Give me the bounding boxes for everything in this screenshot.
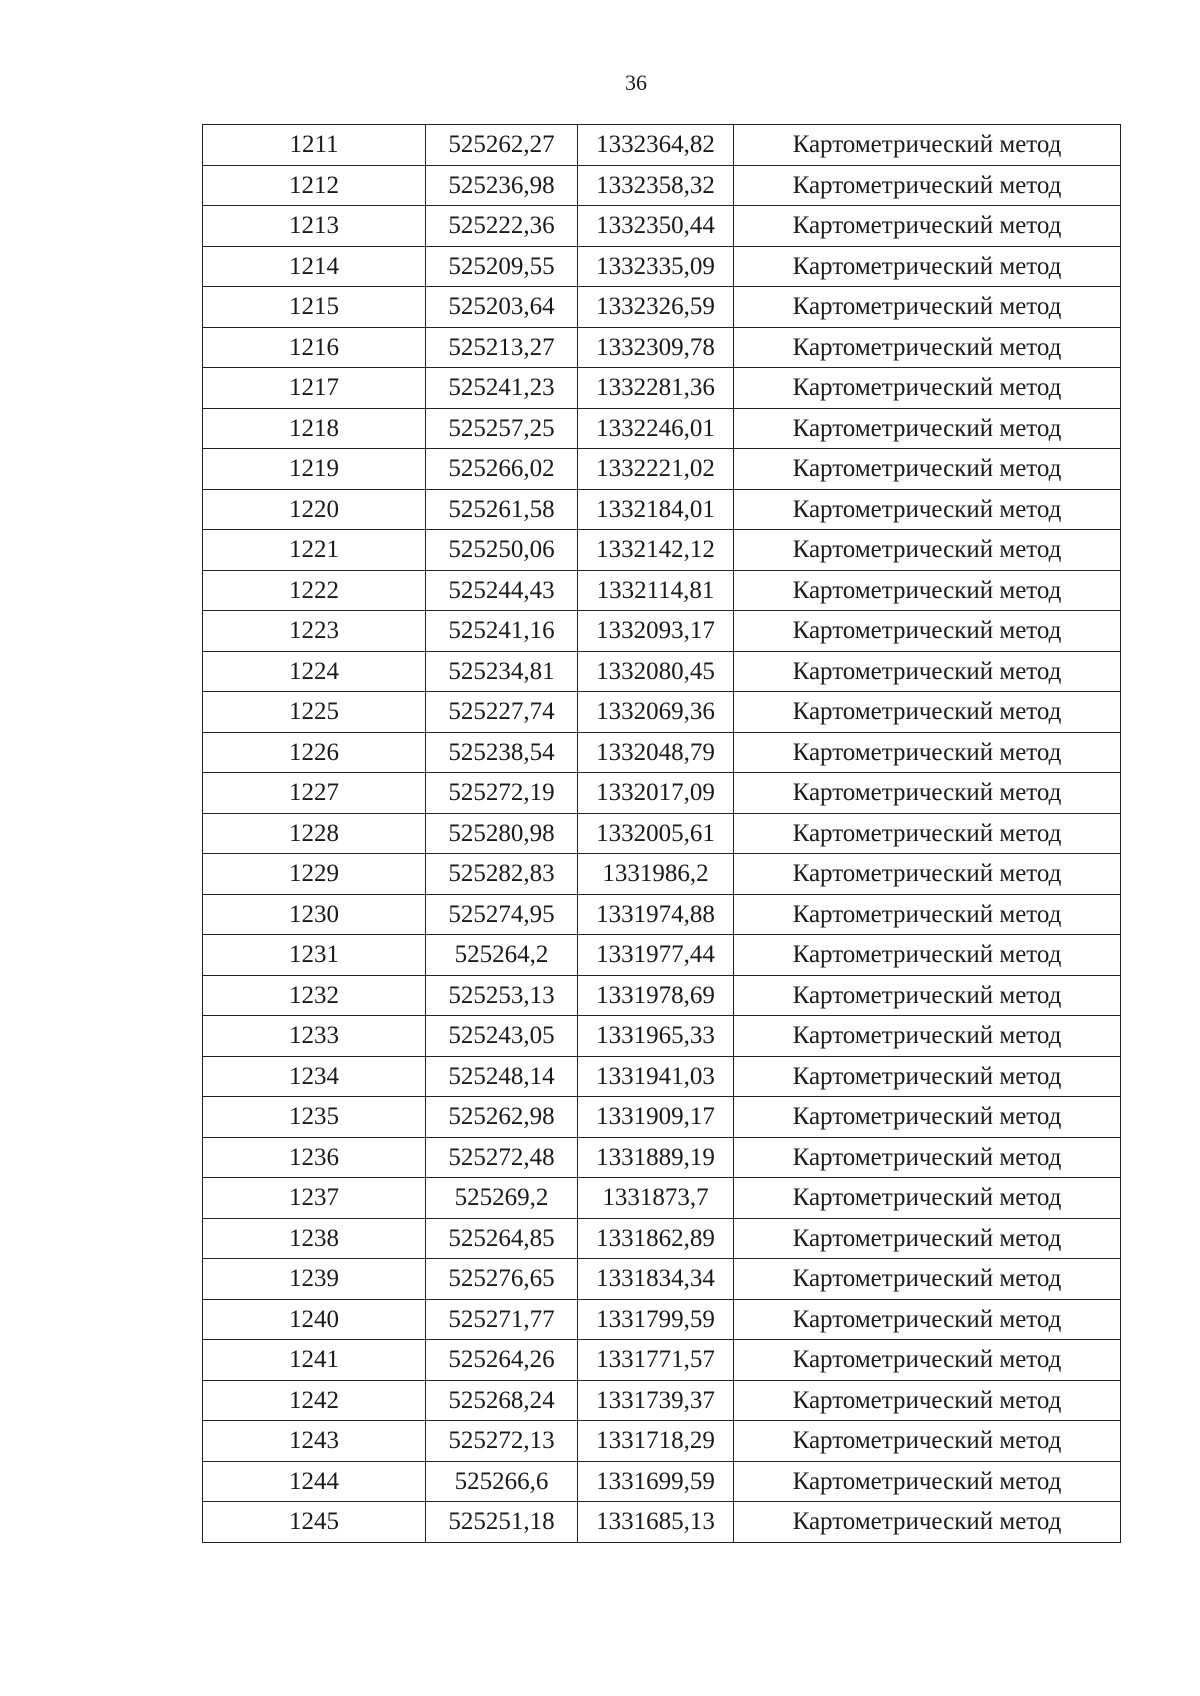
point-number-cell: 1216 xyxy=(203,327,426,368)
point-number-cell: 1241 xyxy=(203,1340,426,1381)
method-cell: Картометрический метод xyxy=(734,1056,1121,1097)
y-coordinate-cell: 1331718,29 xyxy=(578,1421,734,1462)
y-coordinate-cell: 1331986,2 xyxy=(578,854,734,895)
method-cell: Картометрический метод xyxy=(734,287,1121,328)
point-number-cell: 1211 xyxy=(203,125,426,166)
y-coordinate-cell: 1332005,61 xyxy=(578,813,734,854)
method-cell: Картометрический метод xyxy=(734,773,1121,814)
x-coordinate-cell: 525222,36 xyxy=(426,206,578,247)
x-coordinate-cell: 525241,16 xyxy=(426,611,578,652)
y-coordinate-cell: 1332281,36 xyxy=(578,368,734,409)
table-row xyxy=(203,1016,1121,1057)
point-number-cell: 1234 xyxy=(203,1056,426,1097)
y-coordinate-cell: 1331889,19 xyxy=(578,1137,734,1178)
point-number-cell: 1240 xyxy=(203,1299,426,1340)
method-cell: Картометрический метод xyxy=(734,894,1121,935)
y-coordinate-cell: 1331699,59 xyxy=(578,1461,734,1502)
table-row xyxy=(203,1178,1121,1219)
table-row xyxy=(203,1421,1121,1462)
table-row xyxy=(203,449,1121,490)
point-number-cell: 1236 xyxy=(203,1137,426,1178)
x-coordinate-cell: 525262,98 xyxy=(426,1097,578,1138)
x-coordinate-cell: 525276,65 xyxy=(426,1259,578,1300)
y-coordinate-cell: 1332142,12 xyxy=(578,530,734,571)
method-cell: Картометрический метод xyxy=(734,692,1121,733)
point-number-cell: 1238 xyxy=(203,1218,426,1259)
x-coordinate-cell: 525253,13 xyxy=(426,975,578,1016)
table-row xyxy=(203,368,1121,409)
table-row xyxy=(203,1461,1121,1502)
x-coordinate-cell: 525251,18 xyxy=(426,1502,578,1543)
method-cell: Картометрический метод xyxy=(734,1340,1121,1381)
page-number: 36 xyxy=(625,70,647,95)
point-number-cell: 1215 xyxy=(203,287,426,328)
x-coordinate-cell: 525280,98 xyxy=(426,813,578,854)
point-number-cell: 1233 xyxy=(203,1016,426,1057)
method-cell: Картометрический метод xyxy=(734,1461,1121,1502)
y-coordinate-cell: 1331799,59 xyxy=(578,1299,734,1340)
point-number-cell: 1237 xyxy=(203,1178,426,1219)
table-row xyxy=(203,1299,1121,1340)
x-coordinate-cell: 525257,25 xyxy=(426,408,578,449)
y-coordinate-cell: 1332080,45 xyxy=(578,651,734,692)
method-cell: Картометрический метод xyxy=(734,530,1121,571)
y-coordinate-cell: 1332093,17 xyxy=(578,611,734,652)
table-row xyxy=(203,611,1121,652)
table-row xyxy=(203,975,1121,1016)
point-number-cell: 1225 xyxy=(203,692,426,733)
table-row xyxy=(203,489,1121,530)
point-number-cell: 1239 xyxy=(203,1259,426,1300)
point-number-cell: 1227 xyxy=(203,773,426,814)
method-cell: Картометрический метод xyxy=(734,1178,1121,1219)
y-coordinate-cell: 1332221,02 xyxy=(578,449,734,490)
y-coordinate-cell: 1331685,13 xyxy=(578,1502,734,1543)
y-coordinate-cell: 1332326,59 xyxy=(578,287,734,328)
table-row xyxy=(203,732,1121,773)
x-coordinate-cell: 525262,27 xyxy=(426,125,578,166)
y-coordinate-cell: 1332069,36 xyxy=(578,692,734,733)
method-cell: Картометрический метод xyxy=(734,1137,1121,1178)
point-number-cell: 1213 xyxy=(203,206,426,247)
table-row xyxy=(203,1137,1121,1178)
x-coordinate-cell: 525236,98 xyxy=(426,165,578,206)
table-row xyxy=(203,206,1121,247)
point-number-cell: 1220 xyxy=(203,489,426,530)
x-coordinate-cell: 525282,83 xyxy=(426,854,578,895)
table-row xyxy=(203,1380,1121,1421)
y-coordinate-cell: 1331862,89 xyxy=(578,1218,734,1259)
x-coordinate-cell: 525274,95 xyxy=(426,894,578,935)
y-coordinate-cell: 1332114,81 xyxy=(578,570,734,611)
method-cell: Картометрический метод xyxy=(734,327,1121,368)
table-row xyxy=(203,1056,1121,1097)
table-row xyxy=(203,287,1121,328)
table-row xyxy=(203,408,1121,449)
table-row xyxy=(203,327,1121,368)
x-coordinate-cell: 525264,2 xyxy=(426,935,578,976)
y-coordinate-cell: 1331834,34 xyxy=(578,1259,734,1300)
x-coordinate-cell: 525250,06 xyxy=(426,530,578,571)
point-number-cell: 1226 xyxy=(203,732,426,773)
point-number-cell: 1218 xyxy=(203,408,426,449)
method-cell: Картометрический метод xyxy=(734,975,1121,1016)
method-cell: Картометрический метод xyxy=(734,368,1121,409)
table-row xyxy=(203,125,1121,166)
x-coordinate-cell: 525243,05 xyxy=(426,1016,578,1057)
method-cell: Картометрический метод xyxy=(734,651,1121,692)
point-number-cell: 1223 xyxy=(203,611,426,652)
table-row xyxy=(203,1259,1121,1300)
method-cell: Картометрический метод xyxy=(734,813,1121,854)
point-number-cell: 1224 xyxy=(203,651,426,692)
x-coordinate-cell: 525268,24 xyxy=(426,1380,578,1421)
y-coordinate-cell: 1332350,44 xyxy=(578,206,734,247)
y-coordinate-cell: 1331739,37 xyxy=(578,1380,734,1421)
method-cell: Картометрический метод xyxy=(734,1299,1121,1340)
method-cell: Картометрический метод xyxy=(734,489,1121,530)
coordinates-table xyxy=(202,124,1121,1543)
x-coordinate-cell: 525271,77 xyxy=(426,1299,578,1340)
x-coordinate-cell: 525272,19 xyxy=(426,773,578,814)
table-row xyxy=(203,935,1121,976)
y-coordinate-cell: 1332048,79 xyxy=(578,732,734,773)
table-row xyxy=(203,1218,1121,1259)
y-coordinate-cell: 1331974,88 xyxy=(578,894,734,935)
method-cell: Картометрический метод xyxy=(734,1380,1121,1421)
x-coordinate-cell: 525269,2 xyxy=(426,1178,578,1219)
coordinates-table-body xyxy=(203,125,1121,1543)
x-coordinate-cell: 525213,27 xyxy=(426,327,578,368)
y-coordinate-cell: 1331873,7 xyxy=(578,1178,734,1219)
x-coordinate-cell: 525248,14 xyxy=(426,1056,578,1097)
method-cell: Картометрический метод xyxy=(734,1502,1121,1543)
table-row xyxy=(203,1097,1121,1138)
table-row xyxy=(203,1502,1121,1543)
y-coordinate-cell: 1332309,78 xyxy=(578,327,734,368)
point-number-cell: 1222 xyxy=(203,570,426,611)
x-coordinate-cell: 525209,55 xyxy=(426,246,578,287)
table-row xyxy=(203,246,1121,287)
table-row xyxy=(203,530,1121,571)
point-number-cell: 1228 xyxy=(203,813,426,854)
method-cell: Картометрический метод xyxy=(734,165,1121,206)
table-row xyxy=(203,894,1121,935)
point-number-cell: 1231 xyxy=(203,935,426,976)
y-coordinate-cell: 1332184,01 xyxy=(578,489,734,530)
method-cell: Картометрический метод xyxy=(734,611,1121,652)
y-coordinate-cell: 1331977,44 xyxy=(578,935,734,976)
point-number-cell: 1243 xyxy=(203,1421,426,1462)
y-coordinate-cell: 1331771,57 xyxy=(578,1340,734,1381)
method-cell: Картометрический метод xyxy=(734,1016,1121,1057)
method-cell: Картометрический метод xyxy=(734,854,1121,895)
table-row xyxy=(203,692,1121,733)
method-cell: Картометрический метод xyxy=(734,935,1121,976)
table-row xyxy=(203,165,1121,206)
table-row xyxy=(203,813,1121,854)
y-coordinate-cell: 1331909,17 xyxy=(578,1097,734,1138)
point-number-cell: 1221 xyxy=(203,530,426,571)
x-coordinate-cell: 525238,54 xyxy=(426,732,578,773)
x-coordinate-cell: 525203,64 xyxy=(426,287,578,328)
y-coordinate-cell: 1331965,33 xyxy=(578,1016,734,1057)
x-coordinate-cell: 525264,85 xyxy=(426,1218,578,1259)
point-number-cell: 1242 xyxy=(203,1380,426,1421)
x-coordinate-cell: 525264,26 xyxy=(426,1340,578,1381)
x-coordinate-cell: 525261,58 xyxy=(426,489,578,530)
table-row xyxy=(203,570,1121,611)
point-number-cell: 1212 xyxy=(203,165,426,206)
x-coordinate-cell: 525272,13 xyxy=(426,1421,578,1462)
point-number-cell: 1232 xyxy=(203,975,426,1016)
y-coordinate-cell: 1332364,82 xyxy=(578,125,734,166)
y-coordinate-cell: 1332335,09 xyxy=(578,246,734,287)
method-cell: Картометрический метод xyxy=(734,125,1121,166)
x-coordinate-cell: 525266,02 xyxy=(426,449,578,490)
method-cell: Картометрический метод xyxy=(734,206,1121,247)
method-cell: Картометрический метод xyxy=(734,1421,1121,1462)
table-row xyxy=(203,1340,1121,1381)
table-row xyxy=(203,651,1121,692)
point-number-cell: 1229 xyxy=(203,854,426,895)
method-cell: Картометрический метод xyxy=(734,408,1121,449)
method-cell: Картометрический метод xyxy=(734,1259,1121,1300)
x-coordinate-cell: 525227,74 xyxy=(426,692,578,733)
x-coordinate-cell: 525266,6 xyxy=(426,1461,578,1502)
x-coordinate-cell: 525241,23 xyxy=(426,368,578,409)
y-coordinate-cell: 1331941,03 xyxy=(578,1056,734,1097)
x-coordinate-cell: 525244,43 xyxy=(426,570,578,611)
y-coordinate-cell: 1332358,32 xyxy=(578,165,734,206)
point-number-cell: 1217 xyxy=(203,368,426,409)
y-coordinate-cell: 1332246,01 xyxy=(578,408,734,449)
point-number-cell: 1230 xyxy=(203,894,426,935)
table-row xyxy=(203,773,1121,814)
x-coordinate-cell: 525272,48 xyxy=(426,1137,578,1178)
method-cell: Картометрический метод xyxy=(734,1218,1121,1259)
table-row xyxy=(203,854,1121,895)
point-number-cell: 1245 xyxy=(203,1502,426,1543)
point-number-cell: 1235 xyxy=(203,1097,426,1138)
point-number-cell: 1219 xyxy=(203,449,426,490)
method-cell: Картометрический метод xyxy=(734,1097,1121,1138)
point-number-cell: 1214 xyxy=(203,246,426,287)
method-cell: Картометрический метод xyxy=(734,246,1121,287)
method-cell: Картометрический метод xyxy=(734,449,1121,490)
method-cell: Картометрический метод xyxy=(734,732,1121,773)
y-coordinate-cell: 1331978,69 xyxy=(578,975,734,1016)
y-coordinate-cell: 1332017,09 xyxy=(578,773,734,814)
method-cell: Картометрический метод xyxy=(734,570,1121,611)
point-number-cell: 1244 xyxy=(203,1461,426,1502)
x-coordinate-cell: 525234,81 xyxy=(426,651,578,692)
